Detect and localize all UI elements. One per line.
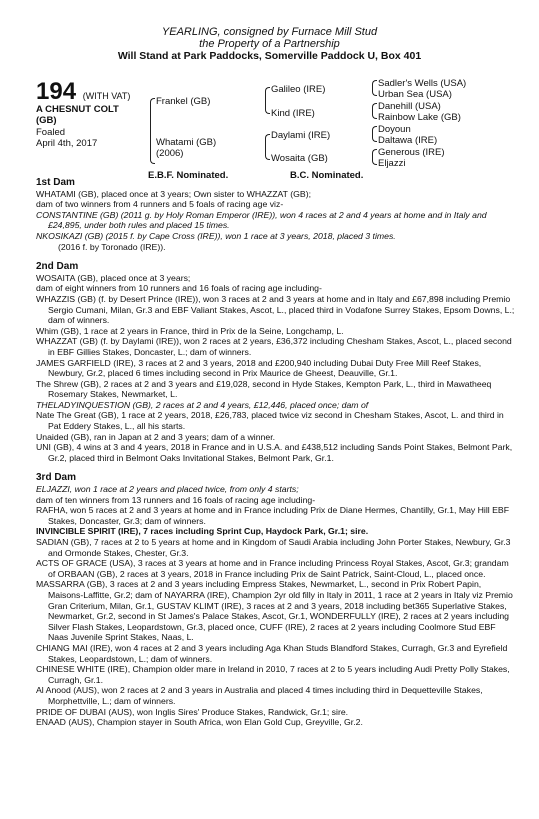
ggp-7: Generous (IRE) — [378, 147, 445, 158]
third-dam-produce: dam of ten winners from 13 runners and 16 foals of racing age including- — [36, 494, 316, 505]
first-dam-foal: (2016 f. by Toronado (IRE)). — [58, 241, 166, 252]
catalogue-body — [36, 178, 516, 728]
pedigree-bracket-ss — [372, 80, 377, 96]
second-dam-entry: The Shrew (GB), 2 races at 2 and 3 years and £19,028, second in Hyde Stakes, Kempton Park, L., third in Mawatheeq Rosemary Stakes, Newmarket, L. — [36, 378, 492, 400]
sire-sire: Galileo (IRE) — [271, 84, 326, 95]
second-dam-entry: WHAZZAT (GB) (f. by Daylami (IRE)), won 2 races at 2 years, £36,372 including Chesham Stakes, Ascot, L., placed second in EBF Gillies Stakes, Doncaster, L.; dam of winners. — [36, 336, 512, 357]
location-line: Will Stand at Park Paddocks, Somerville Paddock U, Box 401 — [117, 50, 422, 62]
property-line: the Property of a Partnership — [199, 38, 340, 50]
ggp-8: Eljazzi — [378, 158, 406, 169]
ebf-note: E.B.F. Nominated. — [148, 170, 229, 181]
pedigree-bracket-sd — [372, 103, 377, 119]
first-dam-foal: NKOSIKAZI (GB) (2015 f. by Cape Cross (IRE)), won 1 race at 3 years, 2018, placed 3 times. — [36, 230, 396, 241]
lot-country: (GB) — [36, 115, 57, 126]
second-dam-entry: Whim (GB), 1 race at 2 years in France, third in Prix de la Seine, Longchamp, L. — [36, 325, 344, 336]
third-dam-entry: MASSARRA (GB), 3 races at 2 and 3 years including Empress Stakes, Newmarket, L., second in Prix Robert Papin, Maisons-Laffitte, Gr.2; dam of NAYARRA (IRE), Champion 2yr old filly in Italy in 2011, 1 race at 2 years in Italy viz Premio Gran Criterium, Milan, Gr.1, GUSTAV KLIMT (IRE), 3 races at 2 and 3 years, 2018 including bet365 Superlative Stakes, Newmarket, Gr.2, second in St James's Palace Stakes, Ascot, Gr.1, WONDERFULLY (IRE), 2 races at 2 years including Silver Flash Stakes, Leopardstown, Gr.3, placed once, CUFF (IRE), 2 races at 2 years including Coolmore Stud EBF Naas Juvenile Sprint Stakes, Naas, L. — [36, 579, 513, 643]
consignor-line: YEARLING, consigned by Furnace Mill Stud — [161, 26, 378, 38]
dam: Whatami (GB) — [156, 137, 217, 148]
first-dam-title: 1st Dam — [36, 177, 75, 188]
second-dam-title: 2nd Dam — [36, 261, 79, 273]
third-dam-line: ELJAZZI, won 1 race at 2 years and placed twice, from only 4 starts; — [36, 484, 299, 495]
second-dam-produce: dam of eight winners from 10 runners and 16 foals of racing age including- — [36, 283, 322, 294]
ggp-4: Rainbow Lake (GB) — [378, 112, 461, 123]
pedigree-bracket-dam — [265, 134, 270, 160]
ggp-1: Sadler's Wells (USA) — [378, 78, 467, 89]
ggp-3: Danehill (USA) — [378, 101, 441, 112]
third-dam-entry: INVINCIBLE SPIRIT (IRE), 7 races including Sprint Cup, Haydock Park, Gr.1; sire. — [36, 526, 369, 537]
first-dam-foal: CONSTANTINE (GB) (2011 g. by Holy Roman Emperor (IRE)), won 4 races at 2 and 4 years at home and in Italy and £24,895, under both rules and placed 15 times. — [36, 209, 487, 231]
sire-dam: Kind (IRE) — [271, 108, 315, 119]
second-dam-line: WOSAITA (GB), placed once at 3 years; — [36, 272, 191, 283]
pedigree-bracket-sire — [265, 87, 270, 114]
third-dam-entry: ENAAD (AUS), Champion stayer in South Africa, won Elan Gold Cup, Greyville, Gr.2. — [36, 717, 363, 728]
second-dam-entry: UNI (GB), 4 wins at 3 and 4 years, 2018 in France and in U.S.A. and £438,512 including Sands Point Stakes, Belmont Park, Gr.2, placed third in Belmont Oaks Invitational Stakes, Belmont Park, Gr.1. — [36, 442, 513, 463]
foaled-label: Foaled — [36, 127, 66, 138]
ggp-5: Doyoun — [378, 124, 411, 135]
pedigree-bracket-ds — [372, 126, 377, 142]
third-dam-entry: SADIAN (GB), 7 races at 2 to 5 years at home and in Kingdom of Saudi Arabia including John Porter Stakes, Newbury, Gr.3 and Ormonde Stakes, Chester, Gr.3. — [36, 537, 511, 558]
ggp-6: Daltawa (IRE) — [378, 135, 438, 146]
third-dam-entry: RAFHA, won 5 races at 2 and 3 years at home and in France including Prix de Diane Hermes, Chantilly, Gr.1, May Hill EBF Stakes, Doncaster, Gr.3; dam of winners. — [36, 505, 510, 526]
dam-dam: Wosaita (GB) — [271, 153, 328, 164]
sire: Frankel (GB) — [156, 96, 211, 107]
lot-number: 194 — [36, 78, 77, 105]
third-dam-entry: CHIANG MAI (IRE), won 4 races at 2 and 3 years including Aga Khan Studs Blandford Stakes, Curragh, Gr.3 and Eyrefield Stakes, Leopardstown, L.; dam of winners. — [36, 642, 508, 664]
lot-description: A CHESNUT COLT — [36, 104, 119, 115]
vat-note: (WITH VAT) — [82, 91, 131, 101]
first-dam-produce: dam of two winners from 4 runners and 5 foals of racing age viz- — [36, 199, 284, 210]
foaled-date: April 4th, 2017 — [36, 138, 98, 149]
pedigree-bracket-dd — [372, 149, 377, 165]
pedigree-bracket-gen1 — [150, 98, 155, 164]
third-dam-title: 3rd Dam — [36, 472, 77, 484]
second-dam-entry: JAMES GARFIELD (IRE), 3 races at 2 and 3 years, 2018 and £200,940 including Dubai Duty Free Mill Reef Stakes, Newbury, Gr.2, placed 6 times including second in Prix Maurice de Gheest, Deauville, Gr.1. — [36, 357, 482, 379]
second-dam-entry: WHAZZIS (GB) (f. by Desert Prince (IRE)), won 3 races at 2 and 3 years at home and in Italy and £67,898 including Premio Sergio Cumani, Milan, Gr.3 and EBF Valiant Stakes, Ascot, L., placed third in Vodafone Surrey Stakes, Epsom Downs, L.; dam of winners. — [36, 293, 515, 326]
dam-sire: Daylami (IRE) — [271, 130, 331, 141]
third-dam-entry: Al Anood (AUS), won 2 races at 2 and 3 years in Australia and placed 4 times including third in Dequetteville Stakes, Morphettville, L.; dam of winners. — [36, 685, 483, 706]
bc-note: B.C. Nominated. — [290, 170, 364, 181]
third-dam-entry: ACTS OF GRACE (USA), 3 races at 3 years at home and in France including Princess Royal Stakes, Ascot, Gr.3; grandam of ORBAAN (GB), 2 races at 3 years, 2018 in France including Prix de Saint Patrick, Saint-Cloud, L., placed once. — [36, 558, 509, 579]
dam-year: (2006) — [156, 148, 184, 159]
first-dam-line: WHATAMI (GB), placed once at 3 years; Own sister to WHAZZAT (GB); — [36, 188, 311, 199]
second-dam-entry: Unaided (GB), ran in Japan at 2 and 3 years; dam of a winner. — [36, 431, 276, 442]
third-dam-entry: PRIDE OF DUBAI (AUS), won Inglis Sires' Produce Stakes, Randwick, Gr.1; sire. — [36, 706, 349, 717]
second-dam-entry: THELADYINQUESTION (GB), 2 races at 2 and 4 years, £12,446, placed once; dam of — [36, 399, 369, 410]
third-dam-entry: CHINESE WHITE (IRE), Champion older mare in Ireland in 2010, 7 races at 2 to 5 years including Audi Pretty Polly Stakes, Curragh, Gr.1. — [36, 664, 510, 685]
second-dam-entry: Nate The Great (GB), 1 race at 2 years, 2018, £26,783, placed twice viz second in Chesham Stakes, Ascot, L. and third in Pat Eddery Stakes, L., all his starts. — [36, 410, 504, 432]
ggp-2: Urban Sea (USA) — [378, 89, 452, 100]
